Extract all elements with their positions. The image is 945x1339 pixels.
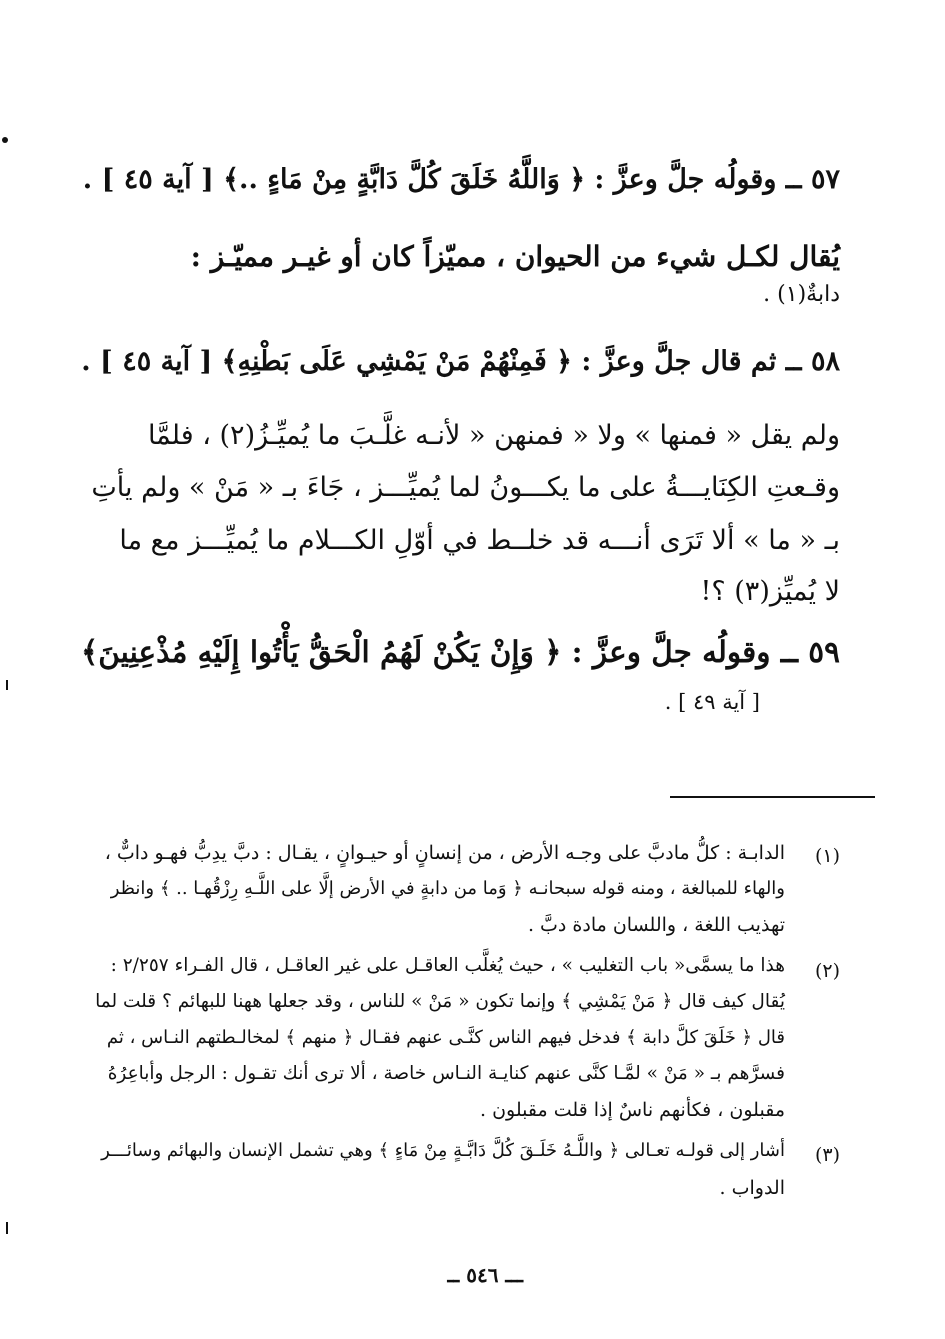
footnote-2-marker: (٢) — [814, 960, 840, 982]
page-number: ـــ ٥٤٦ ــ — [447, 1263, 523, 1287]
entry-57-title: ٥٧ ــ وقولُه جلَّ وعزَّ : ﴿ وَاللَّهُ خَلَقَ كُلَّ دَابَّةٍ مِنْ مَاءٍ ..﴾ [ آية ٤٥ ] . — [82, 164, 840, 195]
footnote-1-line-3: تهذيب اللغة ، واللسان مادة دبَّ . — [527, 914, 785, 936]
scan-mark-tick — [6, 680, 8, 690]
entry-58-line-1: ولم يقل « فمنها » ولا « فمنهن « لأنـه غلَّـبَ ما يُميِّـزُ(٢) ، فلمَّا — [147, 420, 840, 451]
footnote-2-line-4: فسرَّهم بـ « مَنْ » لمَّـا كنَّى عنهم كنايـة النـاس خاصة ، ألا ترى أنك تقـول : الرجل وأباعِرُهُ — [107, 1063, 785, 1084]
entry-58-title: ٥٨ ــ ثم قال جلَّ وعزَّ : ﴿ فَمِنْهُمْ مَنْ يَمْشِي عَلَى بَطْنِهِ﴾ [ آية ٤٥ ] . — [81, 346, 840, 377]
footnote-2-line-5: مقبلون ، فكأنهم ناسٌ إذا قلت مقبلون . — [480, 1099, 785, 1121]
footnote-2-line-2: يُقال كيف قال ﴿ مَنْ يَمْشِي ﴾ وإنما تكون « مَنْ » للناس ، وقد جعلها ههنا للبهائم ؟ قلت لما — [95, 991, 785, 1012]
entry-59-title: ٥٩ ــ وقولُه جلَّ وعزَّ : ﴿ وَإِنْ يَكُنْ لَهُمُ الْحَقُّ يَأْتُوا إِلَيْهِ مُذْعِنِينَ﴾ — [80, 634, 840, 669]
footnote-1-marker: (١) — [814, 845, 840, 867]
entry-57-line-2: دابةٌ(١) . — [763, 282, 840, 307]
entry-58-line-2: وقـعتِ الكِنَايـــةُ على ما يكـــونُ لما يُميِّـــز ، جَاءَ بـ « مَنْ » ولم يأتِ — [91, 472, 840, 503]
footnote-1-line-1: الدابـة : كلُّ مادبَّ على وجـه الأرض ، من إنسانٍ أو حيـوانٍ ، يقـال : دبَّ يدِبُّ فهـو دابٌّ ، — [104, 842, 785, 864]
footnote-separator — [670, 796, 875, 798]
footnote-3-line-1: أشار إلى قولـه تعـالى ﴿ واللَّـهُ خَلَـقَ كُلَّ دَابَّـةٍ مِنْ مَاءٍ ﴾ وهي تشمل الإنسان والبهائم وسائـــر — [101, 1140, 785, 1161]
entry-59-line-1: [ آية ٤٩ ] . — [664, 690, 760, 714]
footnote-2-line-1: هذا ما يسمَّى« باب التغليب » ، حيث يُغلَّب العاقـل على غير العاقـل ، قال الفـراء ٢/٢٥٧ : — [110, 955, 785, 976]
entry-58-line-4: لا يُميِّز(٣) ؟! — [700, 576, 840, 607]
scan-mark-dot — [2, 137, 8, 143]
footnote-3-line-2: الدواب . — [719, 1177, 785, 1199]
footnote-3-marker: (٣) — [814, 1144, 840, 1166]
scan-mark-tick — [6, 1222, 8, 1234]
entry-58-line-3: بـ « ما » ألا تَرَى أنـــه قد خلــط في أوّلِ الكـــلام ما يُميِّـــز مع ما — [119, 525, 840, 556]
footnote-2-line-3: قال ﴿ خَلَقَ كلَّ دابة ﴾ فدخل فيهم الناس كنَّـى عنهم فقـال ﴿ منهم ﴾ لمخالـطتهم النـاس ، ثم — [106, 1027, 785, 1048]
footnote-1-line-2: والهاء للمبالغة ، ومنه قوله سبحانـه ﴿ وَما من دابةٍ في الأرض إلَّا على اللَّـهِ رِزْقُهـا .. ﴾ وانظر — [110, 878, 785, 899]
entry-57-line-1: يُقال لكـل شيء من الحيوان ، مميّزاً كان أو غيـر مميّـز : — [190, 240, 840, 273]
